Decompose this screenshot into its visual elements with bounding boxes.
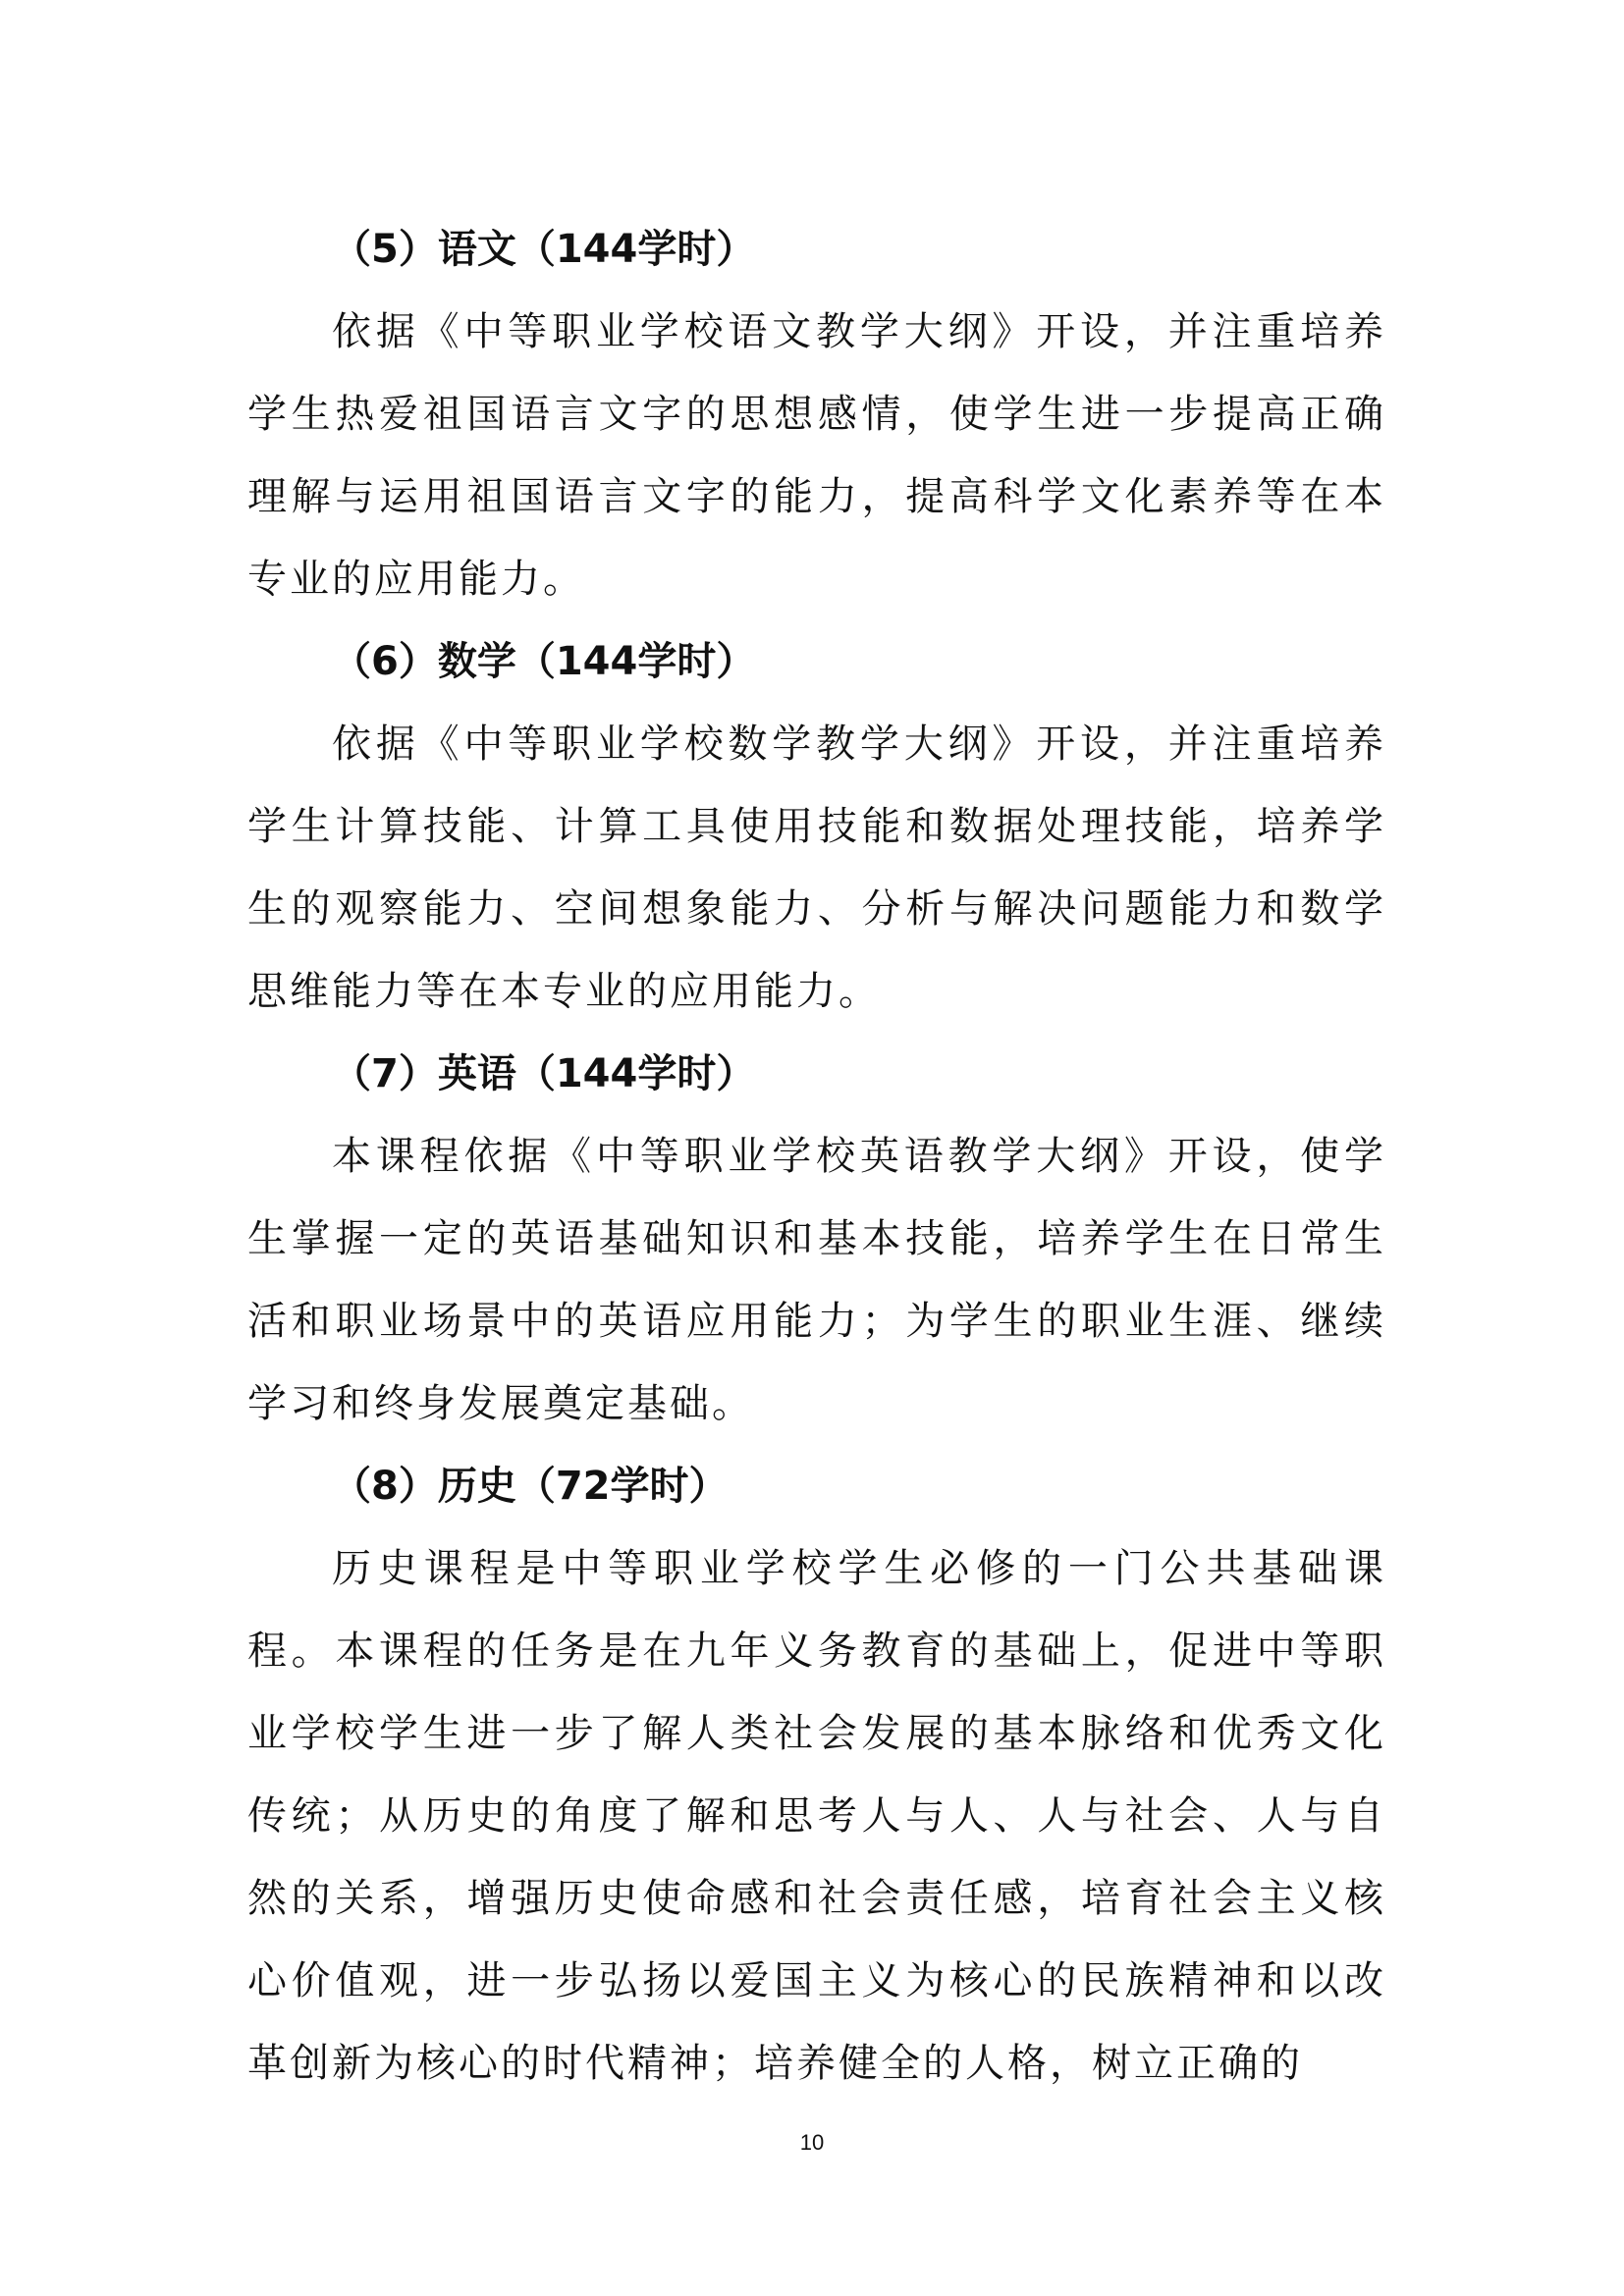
section-body-history: 历史课程是中等职业学校学生必修的一门公共基础课程。本课程的任务是在九年义务教育的基础上，促进中等职业学校学生进一步了解人类社会发展的基本脉络和优秀文化传统；从历史的角度了解和思考人与人、人与社会、人与自然的关系，增强历史使命感和社会责任感，培育社会主义核心价值观，进一步弘扬以爱国主义为核心的民族精神和以改革创新为核心的时代精神；培养健全的人格，树立正确的	[247, 1546, 1386, 2086]
section-body-chinese: 依据《中等职业学校语文教学大纲》开设，并注重培养学生热爱祖国语言文字的思想感情，使学生进一步提高正确理解与运用祖国语言文字的能力，提高科学文化素养等在本专业的应用能力。	[247, 309, 1386, 602]
section-heading-math: （6）数学（144学时）	[332, 639, 756, 684]
section-body-english: 本课程依据《中等职业学校英语教学大纲》开设，使学生掌握一定的英语基础知识和基本技能，培养学生在日常生活和职业场景中的英语应用能力；为学生的职业生涯、继续学习和终身发展奠定基础。	[247, 1134, 1386, 1426]
section-heading-chinese: （5）语文（144学时）	[332, 227, 756, 272]
section-heading-history: （8）历史（72学时）	[332, 1464, 729, 1509]
section-body-math: 依据《中等职业学校数学教学大纲》开设，并注重培养学生计算技能、计算工具使用技能和数据处理技能，培养学生的观察能力、空间想象能力、分析与解决问题能力和数学思维能力等在本专业的应用能力。	[247, 721, 1386, 1014]
page-number: 10	[799, 2130, 825, 2155]
section-heading-english: （7）英语（144学时）	[332, 1051, 756, 1096]
page-content	[247, 208, 1386, 2105]
